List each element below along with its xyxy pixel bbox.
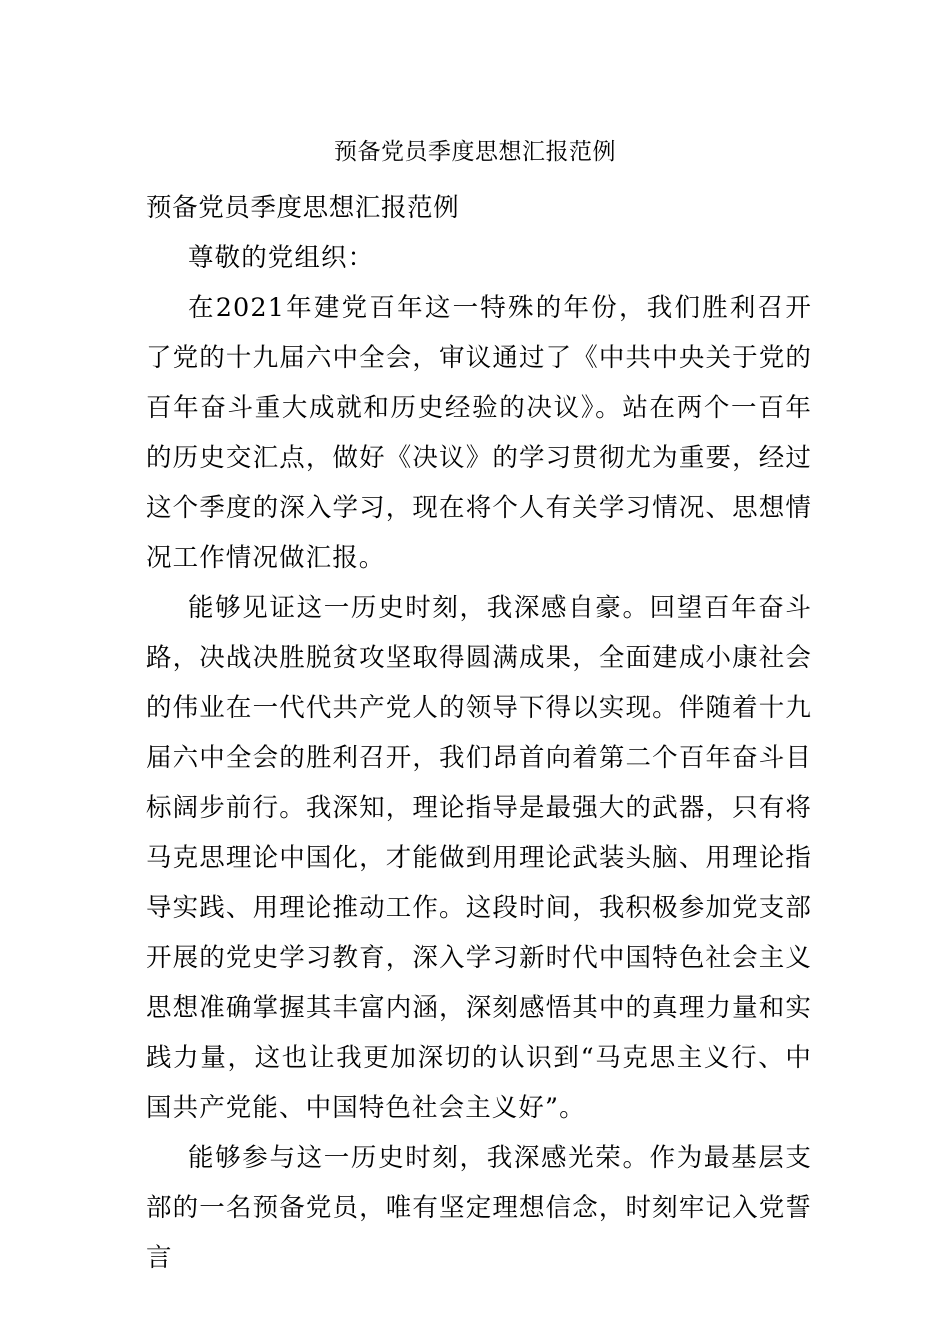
document-body [146,183,812,1283]
document-title: 预备党员季度思想汇报范例 [334,139,616,165]
document-heading: 预备党员季度思想汇报范例 [146,193,460,223]
paragraph-2: 能够见证这一历史时刻，我深感自豪。回望百年奋斗路，决战决胜脱贫攻坚取得圆满成果，全面建成小康社会的伟业在一代代共产党人的领导下得以实现。伴随着十九届六中全会的胜利召开，我们昂首向着第二个百年奋斗目标阔步前行。我深知，理论指导是最强大的武器，只有将马克思理论中国化，才能做到用理论武装头脑、用理论指导实践、用理论推动工作。这段时间，我积极参加党支部开展的党史学习教育，深入学习新时代中国特色社会主义思想准确掌握其丰富内涵，深刻感悟其中的真理力量和实践力量，这也让我更加深切的认识到“马克思主义行、中国共产党能、中国特色社会主义好”。 [146,593,812,1123]
salutation: 尊敬的党组织： [188,243,375,273]
paragraph-3: 能够参与这一历史时刻，我深感光荣。作为最基层支部的一名预备党员，唯有坚定理想信念，时刻牢记入党誓言 [146,1143,812,1273]
paragraph-1: 在2021年建党百年这一特殊的年份，我们胜利召开了党的十九届六中全会，审议通过了《中共中央关于党的百年奋斗重大成就和历史经验的决议》。站在两个一百年的历史交汇点，做好《决议》的学习贯彻尤为重要，经过这个季度的深入学习，现在将个人有关学习情况、思想情况工作情况做汇报。 [146,293,812,573]
